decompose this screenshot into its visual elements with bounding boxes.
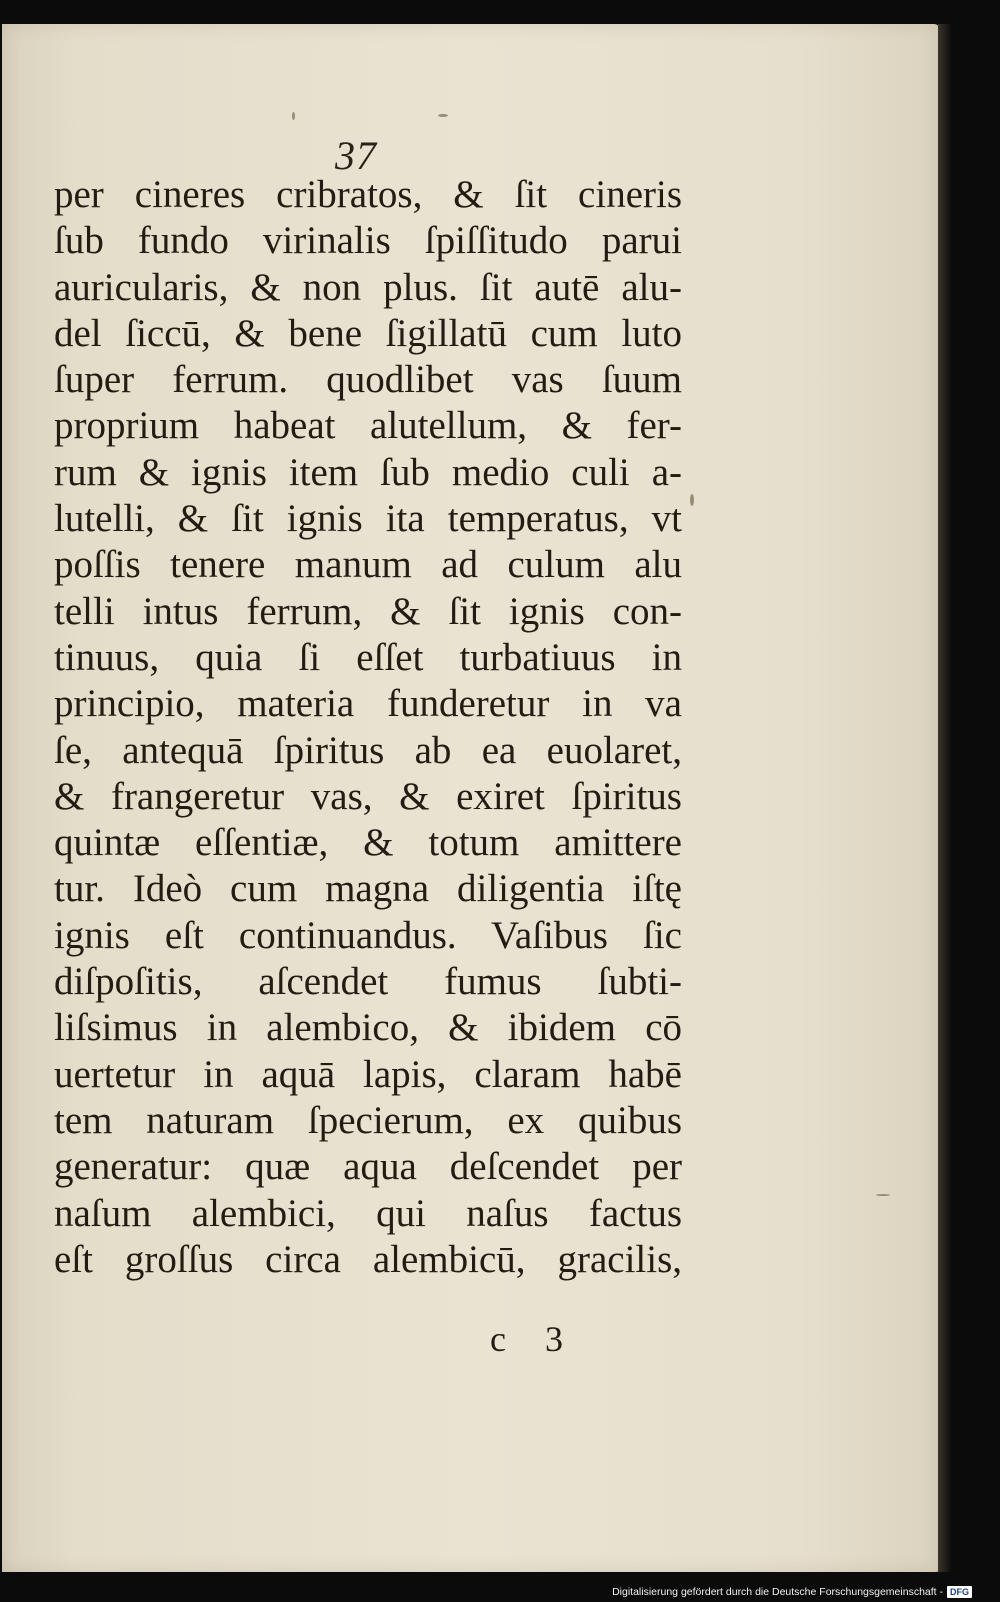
body-text <box>54 172 682 1283</box>
text-line: tur. Ideò cum magna diligentia iſtę <box>54 867 682 911</box>
text-line: proprium habeat alutellum, & fer- <box>54 404 682 448</box>
text-line: uertetur in aquā lapis, claram habē <box>54 1052 682 1096</box>
text-line: per cineres cribratos, & ſit cineris <box>54 173 682 216</box>
page-number: 37 <box>335 133 377 178</box>
text-line: auricularis, & non plus. ſit autē alu- <box>54 265 682 309</box>
text-line: diſpoſitis, aſcendet fumus ſubti- <box>54 960 682 1004</box>
text-line: del ſiccū, & bene ſigillatū cum luto <box>54 311 682 355</box>
paper-speck <box>690 494 694 506</box>
dfg-logo: DFG <box>947 1586 972 1598</box>
page-edge-shadow <box>938 24 952 1572</box>
text-line: tem naturam ſpecierum, ex quibus <box>54 1098 682 1142</box>
text-line: poſſis tenere manum ad culum alu <box>54 543 682 587</box>
text-line: ſuper ferrum. quodlibet vas ſuum <box>54 358 682 402</box>
text-line: ſub fundo virinalis ſpiſſitudo parui <box>54 219 682 263</box>
paper-speck <box>292 112 295 120</box>
text-line: telli intus ferrum, & ſit ignis con- <box>54 589 682 633</box>
text-line: & frangeretur vas, & exiret ſpiritus <box>54 774 682 818</box>
text-line: ſe, antequā ſpiritus ab ea euolaret, <box>54 728 682 772</box>
text-line: naſum alembici, qui naſus factus <box>54 1191 682 1235</box>
digitization-credit <box>612 1586 972 1598</box>
text-line: lutelli, & ſit ignis ita temperatus, vt <box>54 497 682 541</box>
text-line: rum & ignis item ſub medio culi a- <box>54 450 682 494</box>
text-line: generatur: quæ aqua deſcendet per <box>54 1145 682 1189</box>
text-line: liſsimus in alembico, & ibidem cō <box>54 1006 682 1050</box>
paper-speck <box>876 1194 890 1196</box>
text-line: eſt groſſus circa alembicū, gracilis, <box>54 1237 682 1281</box>
credit-text: Digitalisierung gefördert durch die Deutsche Forschungsgemeinschaft - <box>612 1586 943 1598</box>
signature-mark: c 3 <box>490 1319 563 1359</box>
text-line: ignis eſt continuandus. Vaſibus ſic <box>54 913 682 957</box>
text-line: quintæ eſſentiæ, & totum amittere <box>54 821 682 865</box>
paper-speck <box>438 114 448 117</box>
text-line: tinuus, quia ſi eſſet turbatiuus in <box>54 635 682 679</box>
text-line: principio, materia funderetur in va <box>54 682 682 726</box>
